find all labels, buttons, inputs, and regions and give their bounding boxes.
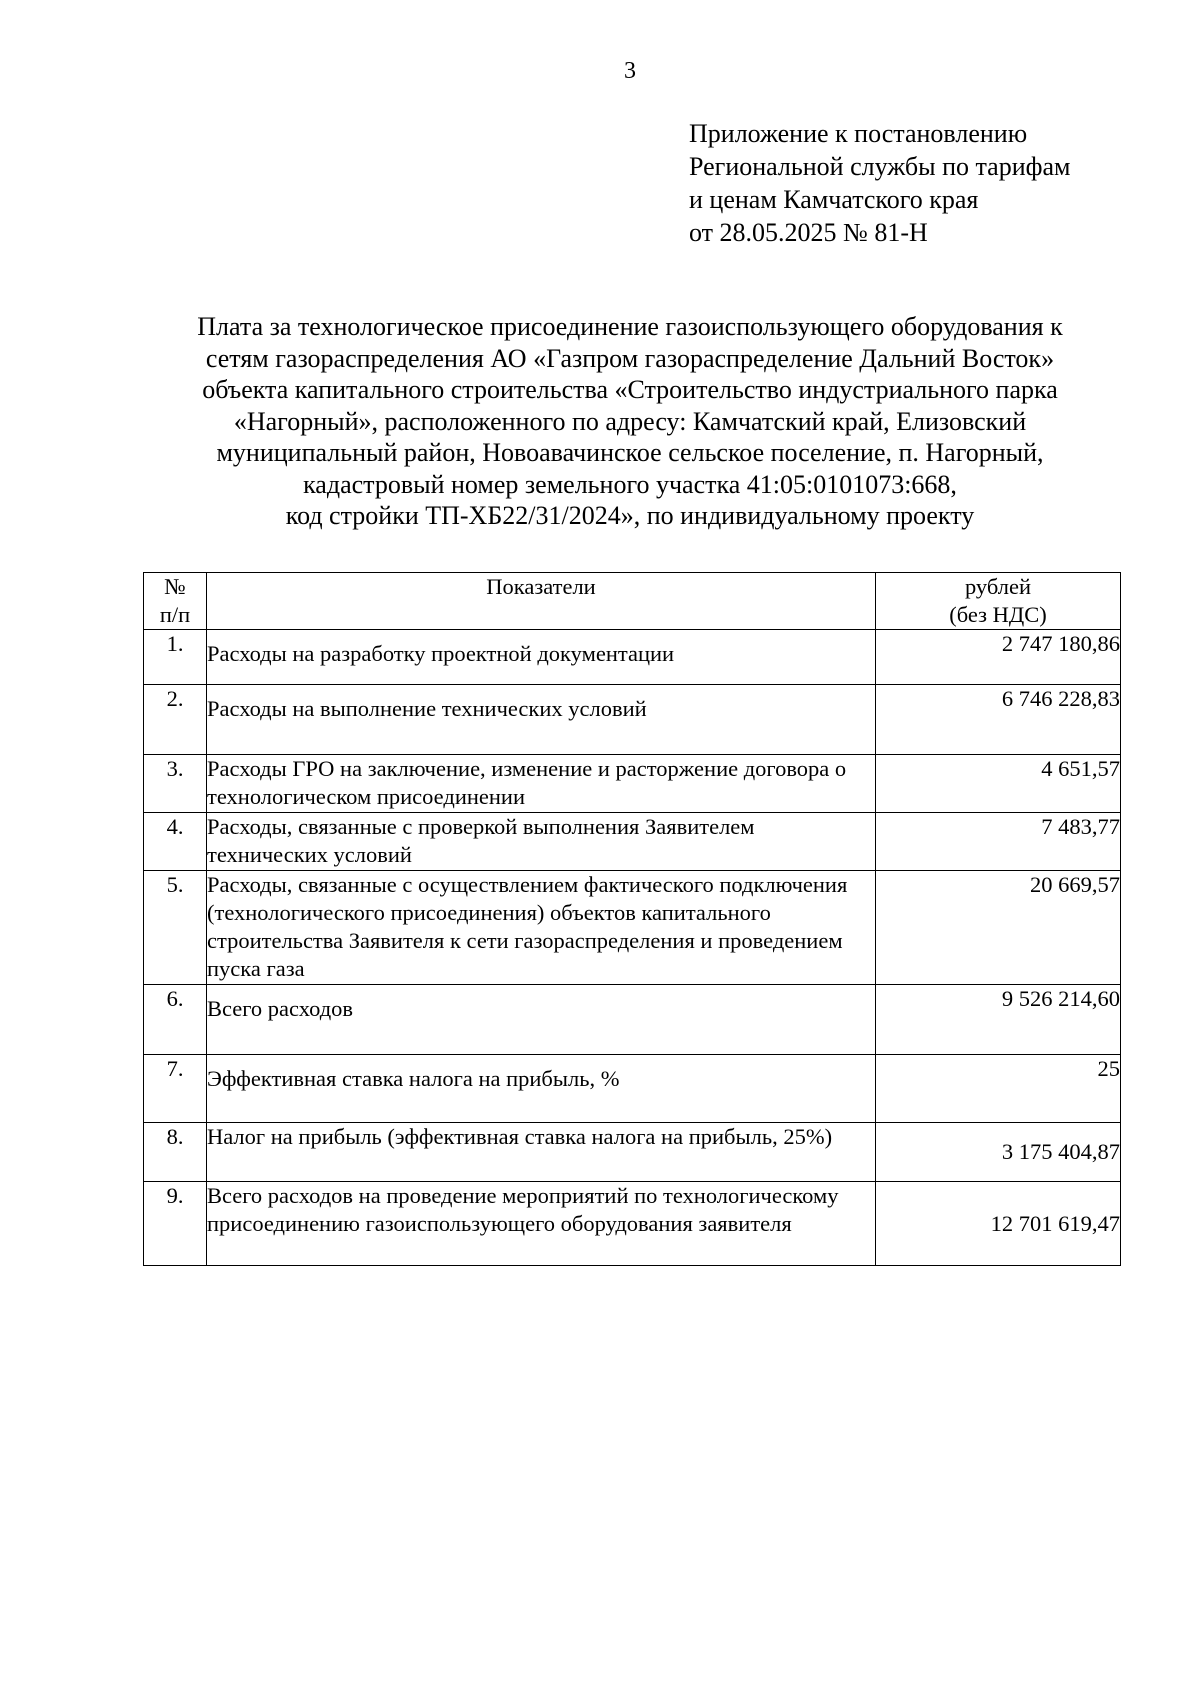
title-line: Плата за технологическое присоединение газоиспользующего оборудования к [197,312,1063,341]
row-indicator: Расходы ГРО на заключение, изменение и расторжение договора о технологическом присоединении [207,755,876,813]
row-indicator: Эффективная ставка налога на прибыль, % [207,1055,876,1123]
row-indicator: Расходы на разработку проектной документации [207,630,876,685]
title-line: муниципальный район, Новоавачинское сельское поселение, п. Нагорный, [216,438,1044,467]
title-line: кадастровый номер земельного участка 41:05:0101073:668, [303,469,957,499]
row-indicator: Налог на прибыль (эффективная ставка налога на прибыль, 25%) [207,1123,876,1182]
row-value: 20 669,57 [876,871,1121,985]
table-row [144,1182,1121,1266]
row-number: 9. [144,1182,207,1266]
page-number: 3 [624,58,636,84]
row-number: 4. [144,813,207,871]
row-number: 2. [144,685,207,755]
table-row [144,985,1121,1055]
header-value-line1: рублей [964,574,1032,599]
table-row [144,1123,1121,1182]
header-number [144,573,207,630]
row-value: 3 175 404,87 [876,1123,1121,1182]
row-indicator: Расходы, связанные с проверкой выполнения Заявителем технических условий [207,813,876,871]
row-number: 8. [144,1123,207,1182]
row-indicator: Всего расходов на проведение мероприятий по технологическому присоединению газоиспользующего оборудования заявителя [207,1182,876,1266]
table-row [144,871,1121,985]
appendix-line: и ценам Камчатского края [689,185,979,214]
appendix-header [689,117,1070,249]
row-value: 9 526 214,60 [876,985,1121,1055]
header-indicator: Показатели [207,573,876,630]
row-value: 6 746 228,83 [876,685,1121,755]
row-value: 25 [876,1055,1121,1123]
table-row [144,685,1121,755]
costs-table [143,572,1121,1266]
table-row [144,630,1121,685]
row-value: 12 701 619,47 [876,1182,1121,1266]
row-indicator: Всего расходов [207,985,876,1055]
table-row [144,1055,1121,1123]
header-value [876,573,1121,630]
header-number-line2: п/п [159,602,191,627]
title-line: сетям газораспределения АО «Газпром газораспределение Дальний Восток» [205,343,1055,373]
document-title [130,311,1130,532]
table-header-row [144,573,1121,630]
row-number: 3. [144,755,207,813]
appendix-line: от 28.05.2025 № 81-Н [689,218,928,247]
row-number: 5. [144,871,207,985]
title-line: «Нагорный», расположенного по адресу: Камчатский край, Елизовский [233,406,1027,436]
table-row [144,755,1121,813]
row-indicator: Расходы на выполнение технических условий [207,685,876,755]
title-line: объекта капитального строительства «Строительство индустриального парка [202,375,1058,404]
row-number: 7. [144,1055,207,1123]
header-number-line1: № [164,574,186,599]
row-indicator: Расходы, связанные с осуществлением фактического подключения (технологического присоединения) объектов капитального строительства Заявителя к сети газораспределения и проведением пуска газа [207,871,876,985]
appendix-line: Региональной службы по тарифам [689,152,1071,181]
row-value: 2 747 180,86 [876,630,1121,685]
row-value: 4 651,57 [876,755,1121,813]
appendix-line: Приложение к постановлению [689,119,1028,148]
title-line: код стройки ТП-ХБ22/31/2024», по индивидуальному проекту [285,501,975,530]
row-number: 1. [144,630,207,685]
header-value-line2: (без НДС) [949,602,1047,627]
table-row [144,813,1121,871]
row-value: 7 483,77 [876,813,1121,871]
row-number: 6. [144,985,207,1055]
